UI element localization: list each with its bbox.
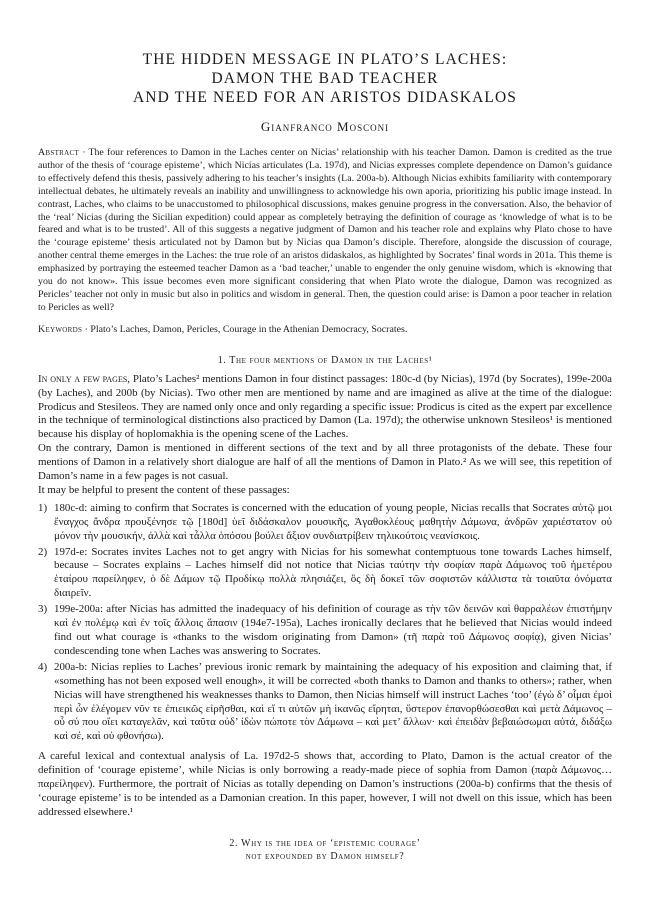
passage-list	[38, 502, 612, 744]
list-item	[38, 502, 612, 544]
list-item	[38, 603, 612, 659]
section-2-heading-line-1: 2. Why is the idea of ‘epistemic courage’	[229, 837, 421, 849]
list-item-number: 3)	[38, 603, 48, 616]
section-2-heading	[38, 837, 612, 863]
paper-title	[38, 50, 612, 107]
list-item-text: 180c-d: aiming to confirm that Socrates is concerned with the education of young people, Nicias recalls that Socrates αὐτῷ μοι ἔναγχος ἄνδρα προυξένησε τῷ [180d] ὑεῖ διδάσκαλον μουσικῆς, Ἀγαθοκλέους μαθητὴν Δάμωνα, ἀνδρῶν χαριέστατον οὐ μόνον τὴν μουσικήν, ἀλλὰ καὶ τἆλλα ὁπόσου βούλει ἄξιον συνδιατρίβειν τηλικούτοις νεανίσκοις.	[54, 501, 612, 542]
keywords	[38, 324, 612, 337]
list-item-text: 197d-e: Socrates invites Laches not to get angry with Nicias for his somewhat contemptuous tone towards Laches himself, because – Socrates explains – Laches himself did not notice that Nicias ταύτην τὴν σοφίαν παρὰ Δάμωνος τοῦ ἡμετέρου ἑταίρου παρείληφεν, ὁ δὲ Δάμων τῷ Προδίκῳ πολλὰ πλησιάζει, ὃς δὴ δοκεῖ τῶν σοφιστῶν κάλλιστα τὰ τοιαῦτα ὀνόματα διαιρεῖν.	[54, 545, 612, 600]
list-item-text: 200a-b: Nicias replies to Laches’ previous ironic remark by maintaining the adequacy of his exposition and claiming that, if «something has not been exposed well enough», it will be corrected «both thanks to Damon and thanks to others»; rather, when Nicias will have strengthened his weaknesses thanks to Damon, then Nicias himself will instruct Laches ‘too’ (ἐγὼ δ’ οἶμαι ἐμοὶ περὶ ὧν ἐλέγομεν νῦν τε ἐπιεικῶς εἰρῆσθαι, καὶ εἴ τι αὐτῶν μὴ ἱκανῶς εἴρηται, ὕστερον ἐπανορθώσεσθαι καὶ μετὰ Δάμωνος – οὗ σύ που οἴει καταγελᾶν, καὶ ταῦτα οὐδ’ ἰδὼν πώποτε τὸν Δάμωνα – καὶ μετ’ ἄλλων· καὶ ἐπειδὰν βεβαιώσωμαι αὐτά, διδάξω καὶ σέ, καὶ οὐ φθονήσω).	[54, 660, 612, 743]
keywords-label: Keywords	[38, 323, 83, 335]
title-line-2: DAMON THE BAD TEACHER	[211, 70, 439, 87]
list-item-number: 2)	[38, 545, 48, 558]
list-item-text: 199e-200a: after Nicias has admitted the inadequacy of his definition of courage as τὴν τῶν δεινῶν καὶ θαρραλέων ἐπιστήμην καὶ ἐν πολέμῳ καὶ ἐν τοῖς ἄλλοις ἅπασιν (194e7-195a), Laches ironically declares that he believed that Nicias would indeed find out what courage is «thanks to the wisdom originating from Damon» (τῆ παρὰ τοῦ Δάμωνος σοφίᾳ), given Nicias’ condescending tone when Laches was answering to Socrates.	[54, 603, 612, 657]
abstract-text: · The four references to Damon in the Laches center on Nicias’ relationship with his teacher Damon. Damon is credited as the true author of the thesis of ‘courage episteme’, which Nicias articulates (La. 197d), and Nicias expresses complete dependence on Damon’s guidance to effectively defend this thesis, passively adhering to his teacher’s insights (La. 200a-b). Although Nicias exhibits familiarity with contemporary intellectual debates, he ultimately reveals an inability and unwillingness to acknowledge his own aporia, prioritizing his public image instead. In contrast, Laches, who claims to be unaccustomed to philosophical discussions, makes genuine progress in the conversation. Also, the behavior of the ‘real’ Nicias (during the Sicilian expedition) could appear as completely betraying the definition of courage as ‘knowledge of what is to be feared and what is to be trusted’. All of this suggests a negative judgment of Damon and his teacher role and explains why Plato chose to have the ‘courage episteme’ thesis articulated not by Damon but by Nicias qua Damon’s disciple. Therefore, alongside the discussion of courage, another central theme emerges in the Laches: the true role of an aristos didaskalos, as highlighted by Socrates’ final words in 201a. This theme is emphasized by portraying the esteemed teacher Damon as a ‘bad teacher,’ unable to engender the only genuine wisdom, which is «knowing that you do not know». This issue becomes even more significant considering that when Plato wrote the dialogue, Damon was recognized as Pericles’ teacher not only in music but also in politics and wisdom in general. Then, the question could arise: is Damon a poor teacher in relation to Pericles as well?	[38, 147, 612, 313]
paragraph-4: A careful lexical and contextual analysis of La. 197d2-5 shows that, according to Plato, Damon is the actual creator of the definition of ‘courage episteme’, while Nicias is only borrowing a ready-made piece of sophia from Damon (παρὰ Δάμωνος…παρείληφεν). Furthermore, the portrait of Nicias as totally depending on Damon’s instructions (200a-b) confirms that the thesis of ‘courage episteme’ is to be intended as a Damonian creation. In this paper, however, I will not dwell on this issue, which has been addressed elsewhere.¹	[38, 750, 612, 818]
list-item	[38, 661, 612, 744]
keywords-text: · Plato’s Laches, Damon, Pericles, Courage in the Athenian Democracy, Socrates.	[82, 323, 408, 335]
title-line-3: AND THE NEED FOR AN ARISTOS DIDASKALOS	[133, 89, 517, 106]
author-name: Gianfranco Mosconi	[260, 119, 390, 134]
section-2-heading-line-2: not expounded by Damon himself?	[245, 850, 405, 862]
list-item-number: 4)	[38, 660, 48, 673]
paragraph-1	[38, 373, 612, 443]
list-item	[38, 546, 612, 602]
abstract	[38, 147, 612, 315]
paragraph-1-lead: In only a few pages	[38, 372, 128, 385]
section-1-heading: 1. The four mentions of Damon in the Laches¹	[217, 354, 433, 366]
paragraph-2: On the contrary, Damon is mentioned in different sections of the text and by all three protagonists of the debate. These four mentions of Damon in a relatively short dialogue are half of all the mentions of Damon in Plato.² As we will see, this repetition of Damon’s name in a few pages is not casual.	[38, 442, 612, 483]
list-item-number: 1)	[38, 501, 48, 514]
abstract-label: Abstract	[38, 147, 80, 158]
title-line-1: THE HIDDEN MESSAGE IN PLATO’S LACHES:	[142, 51, 508, 68]
paragraph-3: It may be helpful to present the content of these passages:	[38, 483, 290, 496]
paragraph-1-text: , Plato’s Laches² mentions Damon in four distinct passages: 180c-d (by Nicias), 197d (by Socrates), 199e-200a (by Laches), and 200b (by Nicias). Two other men are mentioned by name and are imagined as alive at the time of the dialogue: Prodicus and Stesileos. They are named only once and only regarding a specific issue: Prodicus is cited as the expert par excellence in the technique of terminological distinctions also practiced by Damon (La. 197d); the otherwise unknown Stesileos¹ is mentioned because his display of hoplomakhia is the opening scene of the Laches.	[38, 372, 613, 441]
